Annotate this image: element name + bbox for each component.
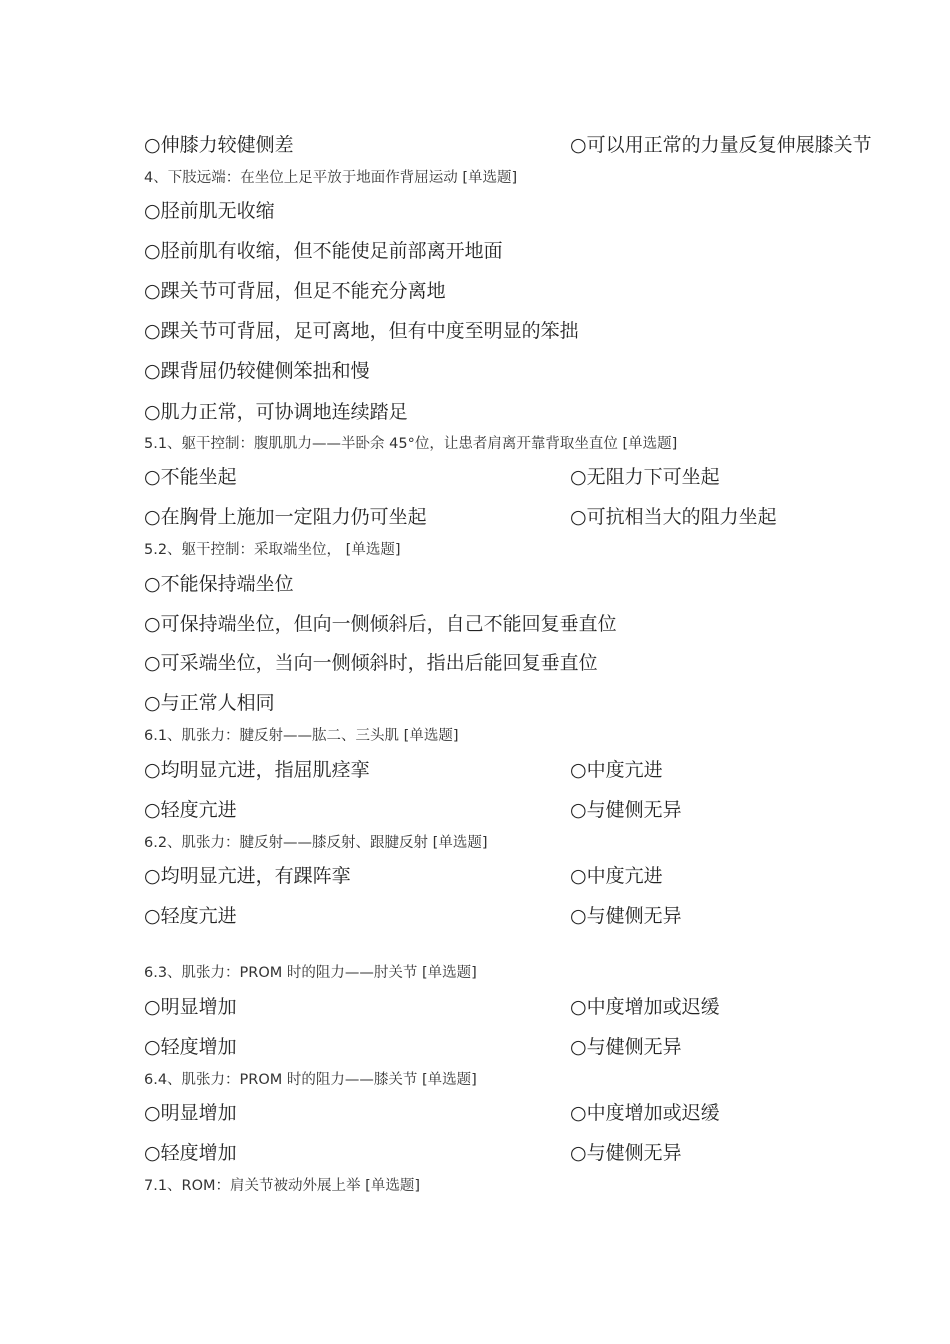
option-text[interactable]: ○轻度增加 [144, 1142, 237, 1164]
question-title: 6.4、肌张力：PROM 时的阻力——膝关节 [单选题] [144, 1072, 477, 1088]
question-title: 6.2、肌张力：腱反射——膝反射、跟腱反射 [单选题] [144, 835, 488, 851]
option-text[interactable]: ○均明显亢进，有踝阵挛 [144, 865, 351, 887]
option-text[interactable]: ○踝背屈仍较健侧笨拙和慢 [144, 360, 370, 382]
option-text[interactable]: ○可采端坐位，当向一侧倾斜时，指出后能回复垂直位 [144, 652, 598, 674]
question-title: 6.1、肌张力：腱反射——肱二、三头肌 [单选题] [144, 728, 459, 744]
option-text[interactable]: ○可抗相当大的阻力坐起 [570, 506, 777, 528]
option-text[interactable]: ○中度增加或迟缓 [570, 996, 720, 1018]
option-text[interactable]: ○均明显亢进，指屈肌痉挛 [144, 759, 370, 781]
option-text[interactable]: ○中度增加或迟缓 [570, 1102, 720, 1124]
option-text[interactable]: ○无阻力下可坐起 [570, 466, 720, 488]
option-text[interactable]: ○伸膝力较健侧差 [144, 134, 294, 156]
option-text[interactable]: ○在胸骨上施加一定阻力仍可坐起 [144, 506, 427, 528]
option-text[interactable]: ○与健侧无异 [570, 799, 682, 821]
option-text[interactable]: ○与健侧无异 [570, 1142, 682, 1164]
option-text[interactable]: ○轻度亢进 [144, 799, 237, 821]
option-text[interactable]: ○胫前肌有收缩，但不能使足前部离开地面 [144, 240, 503, 262]
question-title: 4、下肢远端：在坐位上足平放于地面作背屈运动 [单选题] [144, 170, 518, 186]
question-title: 6.3、肌张力：PROM 时的阻力——肘关节 [单选题] [144, 965, 477, 981]
option-text[interactable]: ○踝关节可背屈，但足不能充分离地 [144, 280, 446, 302]
option-text[interactable]: ○踝关节可背屈，足可离地，但有中度至明显的笨拙 [144, 320, 579, 342]
option-text[interactable]: ○明显增加 [144, 1102, 237, 1124]
option-text[interactable]: ○可保持端坐位，但向一侧倾斜后，自己不能回复垂直位 [144, 613, 617, 635]
option-text[interactable]: ○与正常人相同 [144, 692, 275, 714]
option-text[interactable]: ○胫前肌无收缩 [144, 200, 275, 222]
question-title: 5.2、躯干控制：采取端坐位， [单选题] [144, 542, 401, 558]
question-title: 7.1、ROM：肩关节被动外展上举 [单选题] [144, 1178, 420, 1194]
question-title: 5.1、躯干控制：腹肌肌力——半卧余 45°位，让患者肩离开靠背取坐直位 [单选题] [144, 436, 678, 452]
option-text[interactable]: ○与健侧无异 [570, 905, 682, 927]
option-text[interactable]: ○可以用正常的力量反复伸展膝关节 [570, 134, 872, 156]
option-text[interactable]: ○不能保持端坐位 [144, 573, 294, 595]
option-text[interactable]: ○轻度亢进 [144, 905, 237, 927]
option-text[interactable]: ○肌力正常，可协调地连续踏足 [144, 401, 408, 423]
option-text[interactable]: ○中度亢进 [570, 759, 663, 781]
option-text[interactable]: ○与健侧无异 [570, 1036, 682, 1058]
option-text[interactable]: ○不能坐起 [144, 466, 237, 488]
option-text[interactable]: ○明显增加 [144, 996, 237, 1018]
option-text[interactable]: ○中度亢进 [570, 865, 663, 887]
option-text[interactable]: ○轻度增加 [144, 1036, 237, 1058]
